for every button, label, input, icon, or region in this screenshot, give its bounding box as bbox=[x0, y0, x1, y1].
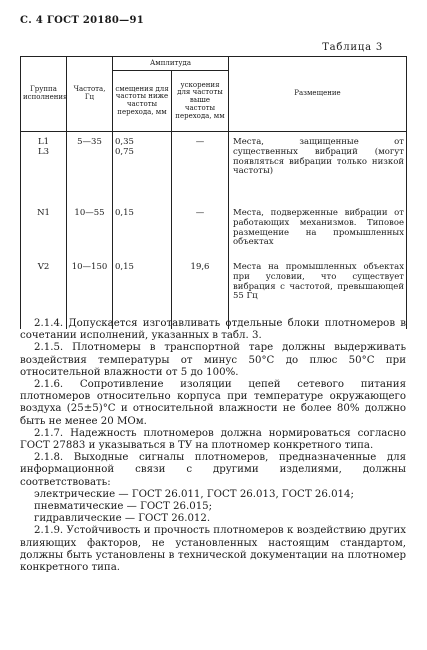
cell-frequency: 10—150 bbox=[67, 257, 113, 329]
cell-displacement: 0,15 bbox=[113, 203, 172, 257]
vibration-table bbox=[20, 56, 407, 329]
signal-electric: электрические — ГОСТ 26.011, ГОСТ 26.013, ГОСТ 26.014; bbox=[34, 488, 354, 500]
cell-displacement: 0,35 0,75 bbox=[113, 132, 172, 204]
cell-group: L1 L3 bbox=[21, 132, 67, 204]
cell-frequency: 10—55 bbox=[67, 203, 113, 257]
cell-placement: Места, подверженные вибрации от работающих механизмов. Типовое размещение на промышленных объектах bbox=[229, 203, 407, 257]
cell-acceleration: — bbox=[172, 132, 229, 204]
cell-placement: Места на промышленных объектах при условии, что существует вибрация с частотой, превышающей 55 Гц bbox=[229, 257, 407, 329]
signal-pneumatic: пневматические — ГОСТ 26.015; bbox=[34, 501, 213, 513]
paragraph-2-1-9: 2.1.9. Устойчивость и прочность плотномеров к воздействию других влияющих факторов, не установленных настоящим стандартом, должны быть установлены в технической документации на плотномер конкретного типа. bbox=[20, 525, 406, 574]
header-group: Группа исполнения bbox=[21, 57, 67, 132]
paragraph-2-1-7: 2.1.7. Надежность плотномеров должна нормироваться согласно ГОСТ 27883 и указываться в ТУ на плотномер конкретного типа. bbox=[20, 427, 406, 452]
table-row bbox=[21, 132, 407, 204]
header-amplitude: Амплитуда bbox=[113, 57, 229, 71]
header-displacement: смещения для частоты ниже частоты перехода, мм bbox=[113, 71, 172, 132]
cell-frequency: 5—35 bbox=[67, 132, 113, 204]
cell-group: V2 bbox=[21, 257, 67, 329]
table-title: Таблица 3 bbox=[322, 42, 383, 53]
paragraph-2-1-8: 2.1.8. Выходные сигналы плотномеров, предназначенные для информационной связи с другими изделиями, должны соответствовать: bbox=[20, 452, 406, 488]
cell-placement: Места, защищенные от существенных вибраций (могут появляться вибрации только низкой частоты) bbox=[229, 132, 407, 204]
cell-acceleration: — bbox=[172, 203, 229, 257]
signal-hydraulic: гидравлические — ГОСТ 26.012. bbox=[34, 513, 211, 525]
body-text bbox=[20, 318, 406, 574]
header-acceleration: ускорения для частоты выше частоты перехода, мм bbox=[172, 71, 229, 132]
cell-group: N1 bbox=[21, 203, 67, 257]
header-placement: Размещение bbox=[229, 57, 407, 132]
table-row bbox=[21, 203, 407, 257]
paragraph-2-1-6: 2.1.6. Сопротивление изоляции цепей сетевого питания плотномеров относительно корпуса при температуре окружающего воздуха (25±5)°С и относительной влажности не более 80% должно быть не менее 20 МОм. bbox=[20, 379, 406, 427]
page-header: С. 4 ГОСТ 20180—91 bbox=[20, 15, 144, 26]
paragraph-2-1-5: 2.1.5. Плотномеры в транспортной таре должны выдерживать воздействия температуры от минус 50°С до плюс 50°С при относительной влажности от 5 до 100%. bbox=[20, 342, 406, 378]
cell-displacement: 0,15 bbox=[113, 257, 172, 329]
header-frequency: Частота, Гц bbox=[67, 57, 113, 132]
paragraph-2-1-4: 2.1.4. Допускается изготавливать отдельные блоки плотномеров в сочетании исполнений, указанных в табл. 3. bbox=[20, 318, 406, 342]
cell-acceleration: 19,6 bbox=[172, 257, 229, 329]
